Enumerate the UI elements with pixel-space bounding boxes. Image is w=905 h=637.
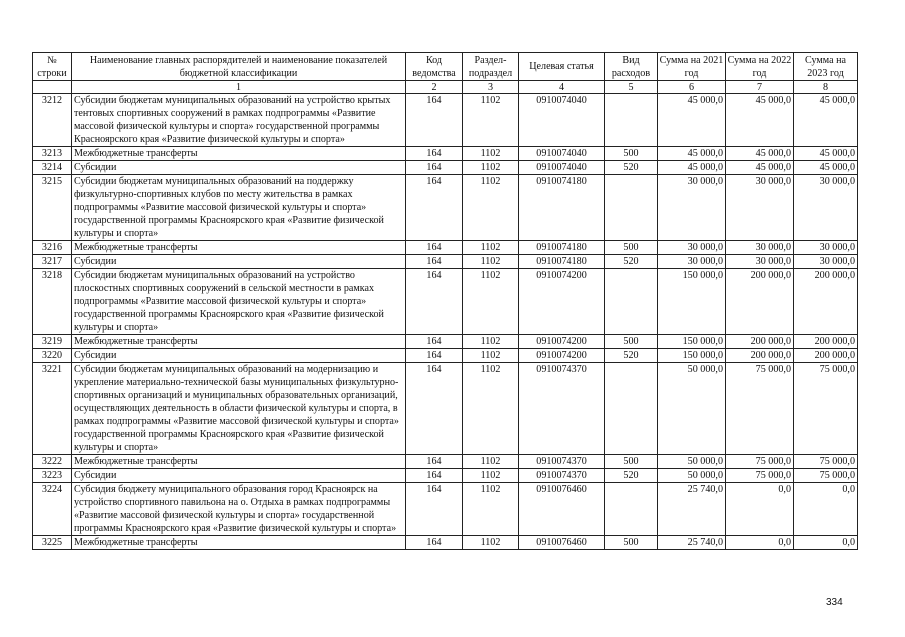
table-row — [33, 175, 858, 241]
table-row — [33, 269, 858, 335]
amount-2023: 200 000,0 — [794, 349, 858, 363]
item-name: Субсидии — [72, 161, 406, 175]
item-name: Субсидии — [72, 255, 406, 269]
column-number: 3 — [463, 81, 519, 94]
target-article: 0910074180 — [519, 175, 605, 241]
amount-2021: 150 000,0 — [658, 269, 726, 335]
amount-2023: 200 000,0 — [794, 335, 858, 349]
column-header: Сумма на 2021 год — [658, 53, 726, 81]
column-number: 4 — [519, 81, 605, 94]
amount-2022: 75 000,0 — [726, 363, 794, 455]
table-row — [33, 469, 858, 483]
amount-2022: 0,0 — [726, 483, 794, 536]
table-row — [33, 241, 858, 255]
section-code: 1102 — [463, 335, 519, 349]
amount-2021: 30 000,0 — [658, 255, 726, 269]
table-row — [33, 161, 858, 175]
amount-2021: 150 000,0 — [658, 349, 726, 363]
department-code: 164 — [406, 175, 463, 241]
table-header-row — [33, 53, 858, 81]
column-header: Раздел-подраздел — [463, 53, 519, 81]
amount-2022: 30 000,0 — [726, 241, 794, 255]
expense-type — [605, 269, 658, 335]
target-article: 0910076460 — [519, 483, 605, 536]
expense-type: 520 — [605, 349, 658, 363]
table-row — [33, 255, 858, 269]
expense-type: 520 — [605, 161, 658, 175]
amount-2023: 30 000,0 — [794, 255, 858, 269]
department-code: 164 — [406, 94, 463, 147]
table-row — [33, 94, 858, 147]
target-article: 0910074200 — [519, 335, 605, 349]
expense-type: 520 — [605, 469, 658, 483]
target-article: 0910076460 — [519, 536, 605, 550]
section-code: 1102 — [463, 269, 519, 335]
department-code: 164 — [406, 455, 463, 469]
section-code: 1102 — [463, 536, 519, 550]
amount-2022: 30 000,0 — [726, 255, 794, 269]
row-number: 3220 — [33, 349, 72, 363]
row-number: 3224 — [33, 483, 72, 536]
item-name: Субсидии бюджетам муниципальных образований на устройство плоскостных спортивных сооружений в сельской местности в рамках подпрограммы «Развитие массовой физической культуры и спорта» государственной программы Красноярского края «Развитие физической культуры и спорта» — [72, 269, 406, 335]
column-header: Наименование главных распорядителей и наименование показателей бюджетной классификации — [72, 53, 406, 81]
row-number: 3221 — [33, 363, 72, 455]
row-number: 3213 — [33, 147, 72, 161]
column-header: № строки — [33, 53, 72, 81]
target-article: 0910074040 — [519, 147, 605, 161]
amount-2022: 0,0 — [726, 536, 794, 550]
row-number: 3223 — [33, 469, 72, 483]
target-article: 0910074180 — [519, 241, 605, 255]
item-name: Субсидии — [72, 349, 406, 363]
table-row — [33, 455, 858, 469]
section-code: 1102 — [463, 363, 519, 455]
department-code: 164 — [406, 349, 463, 363]
table-row — [33, 335, 858, 349]
table-body — [33, 94, 858, 550]
row-number: 3222 — [33, 455, 72, 469]
department-code: 164 — [406, 483, 463, 536]
target-article: 0910074370 — [519, 363, 605, 455]
amount-2023: 75 000,0 — [794, 469, 858, 483]
amount-2022: 200 000,0 — [726, 269, 794, 335]
column-number: 1 — [72, 81, 406, 94]
column-header: Целевая статья — [519, 53, 605, 81]
item-name: Субсидии бюджетам муниципальных образований на модернизацию и укрепление материально-технической базы муниципальных физкультурно-спортивных организаций и муниципальных образовательных организаций, осуществляющих деятельность в области физической культуры и спорта, в рамках подпрограммы «Развитие массовой физической культуры и спорта» государственной программы Красноярского края «Развитие физической культуры и спорта» — [72, 363, 406, 455]
amount-2021: 50 000,0 — [658, 363, 726, 455]
amount-2023: 200 000,0 — [794, 269, 858, 335]
section-code: 1102 — [463, 161, 519, 175]
page-number: 334 — [826, 597, 843, 608]
target-article: 0910074180 — [519, 255, 605, 269]
row-number: 3219 — [33, 335, 72, 349]
target-article: 0910074200 — [519, 269, 605, 335]
column-number: 6 — [658, 81, 726, 94]
amount-2021: 50 000,0 — [658, 455, 726, 469]
section-code: 1102 — [463, 469, 519, 483]
column-number-row — [33, 81, 858, 94]
table-row — [33, 349, 858, 363]
amount-2021: 25 740,0 — [658, 536, 726, 550]
department-code: 164 — [406, 147, 463, 161]
amount-2023: 30 000,0 — [794, 241, 858, 255]
amount-2022: 75 000,0 — [726, 469, 794, 483]
item-name: Субсидии бюджетам муниципальных образований на устройство крытых тентовых спортивных сооружений в рамках подпрограммы «Развитие массовой физической культуры и спорта» государственной программы Красноярского края «Развитие физической культуры и спорта» — [72, 94, 406, 147]
column-header: Сумма на 2023 год — [794, 53, 858, 81]
column-header: Код ведомства — [406, 53, 463, 81]
item-name: Субсидии бюджетам муниципальных образований на поддержку физкультурно-спортивных клубов по месту жительства в рамках подпрограммы «Развитие массовой физической культуры и спорта» государственной программы Красноярского края «Развитие физической культуры и спорта» — [72, 175, 406, 241]
column-header: Сумма на 2022 год — [726, 53, 794, 81]
amount-2023: 45 000,0 — [794, 147, 858, 161]
row-number: 3215 — [33, 175, 72, 241]
amount-2021: 150 000,0 — [658, 335, 726, 349]
amount-2021: 45 000,0 — [658, 94, 726, 147]
amount-2023: 0,0 — [794, 483, 858, 536]
item-name: Межбюджетные трансферты — [72, 335, 406, 349]
amount-2021: 30 000,0 — [658, 241, 726, 255]
target-article: 0910074200 — [519, 349, 605, 363]
expense-type — [605, 175, 658, 241]
amount-2021: 25 740,0 — [658, 483, 726, 536]
section-code: 1102 — [463, 147, 519, 161]
column-header: Вид расходов — [605, 53, 658, 81]
section-code: 1102 — [463, 455, 519, 469]
amount-2022: 200 000,0 — [726, 349, 794, 363]
amount-2023: 45 000,0 — [794, 94, 858, 147]
expense-type: 500 — [605, 455, 658, 469]
item-name: Субсидии — [72, 469, 406, 483]
target-article: 0910074040 — [519, 94, 605, 147]
row-number: 3225 — [33, 536, 72, 550]
amount-2022: 45 000,0 — [726, 94, 794, 147]
expense-type — [605, 363, 658, 455]
target-article: 0910074370 — [519, 455, 605, 469]
amount-2021: 30 000,0 — [658, 175, 726, 241]
row-number: 3216 — [33, 241, 72, 255]
table-row — [33, 536, 858, 550]
department-code: 164 — [406, 469, 463, 483]
department-code: 164 — [406, 241, 463, 255]
section-code: 1102 — [463, 241, 519, 255]
amount-2022: 45 000,0 — [726, 161, 794, 175]
expense-type: 500 — [605, 335, 658, 349]
department-code: 164 — [406, 161, 463, 175]
table-row — [33, 147, 858, 161]
target-article: 0910074370 — [519, 469, 605, 483]
section-code: 1102 — [463, 175, 519, 241]
section-code: 1102 — [463, 483, 519, 536]
expense-type: 520 — [605, 255, 658, 269]
target-article: 0910074040 — [519, 161, 605, 175]
department-code: 164 — [406, 536, 463, 550]
section-code: 1102 — [463, 94, 519, 147]
expense-type — [605, 483, 658, 536]
column-number: 5 — [605, 81, 658, 94]
row-number: 3214 — [33, 161, 72, 175]
amount-2021: 45 000,0 — [658, 147, 726, 161]
budget-table — [32, 52, 858, 550]
expense-type: 500 — [605, 536, 658, 550]
row-number: 3212 — [33, 94, 72, 147]
amount-2023: 45 000,0 — [794, 161, 858, 175]
section-code: 1102 — [463, 255, 519, 269]
amount-2021: 50 000,0 — [658, 469, 726, 483]
row-number: 3218 — [33, 269, 72, 335]
column-number: 8 — [794, 81, 858, 94]
amount-2022: 200 000,0 — [726, 335, 794, 349]
amount-2023: 30 000,0 — [794, 175, 858, 241]
amount-2022: 30 000,0 — [726, 175, 794, 241]
expense-type: 500 — [605, 147, 658, 161]
amount-2023: 75 000,0 — [794, 363, 858, 455]
department-code: 164 — [406, 255, 463, 269]
department-code: 164 — [406, 363, 463, 455]
column-number — [33, 81, 72, 94]
expense-type: 500 — [605, 241, 658, 255]
table-row — [33, 363, 858, 455]
item-name: Межбюджетные трансферты — [72, 536, 406, 550]
item-name: Межбюджетные трансферты — [72, 455, 406, 469]
item-name: Межбюджетные трансферты — [72, 241, 406, 255]
amount-2021: 45 000,0 — [658, 161, 726, 175]
amount-2023: 75 000,0 — [794, 455, 858, 469]
item-name: Субсидия бюджету муниципального образования город Красноярск на устройство спортивного павильона на о. Отдыха в рамках подпрограммы «Развитие массовой физической культуры и спорта» государственной программы Красноярского края «Развитие физической культуры и спорта» — [72, 483, 406, 536]
expense-type — [605, 94, 658, 147]
department-code: 164 — [406, 269, 463, 335]
column-number: 2 — [406, 81, 463, 94]
amount-2022: 45 000,0 — [726, 147, 794, 161]
amount-2022: 75 000,0 — [726, 455, 794, 469]
item-name: Межбюджетные трансферты — [72, 147, 406, 161]
amount-2023: 0,0 — [794, 536, 858, 550]
column-number: 7 — [726, 81, 794, 94]
department-code: 164 — [406, 335, 463, 349]
table-row — [33, 483, 858, 536]
section-code: 1102 — [463, 349, 519, 363]
row-number: 3217 — [33, 255, 72, 269]
